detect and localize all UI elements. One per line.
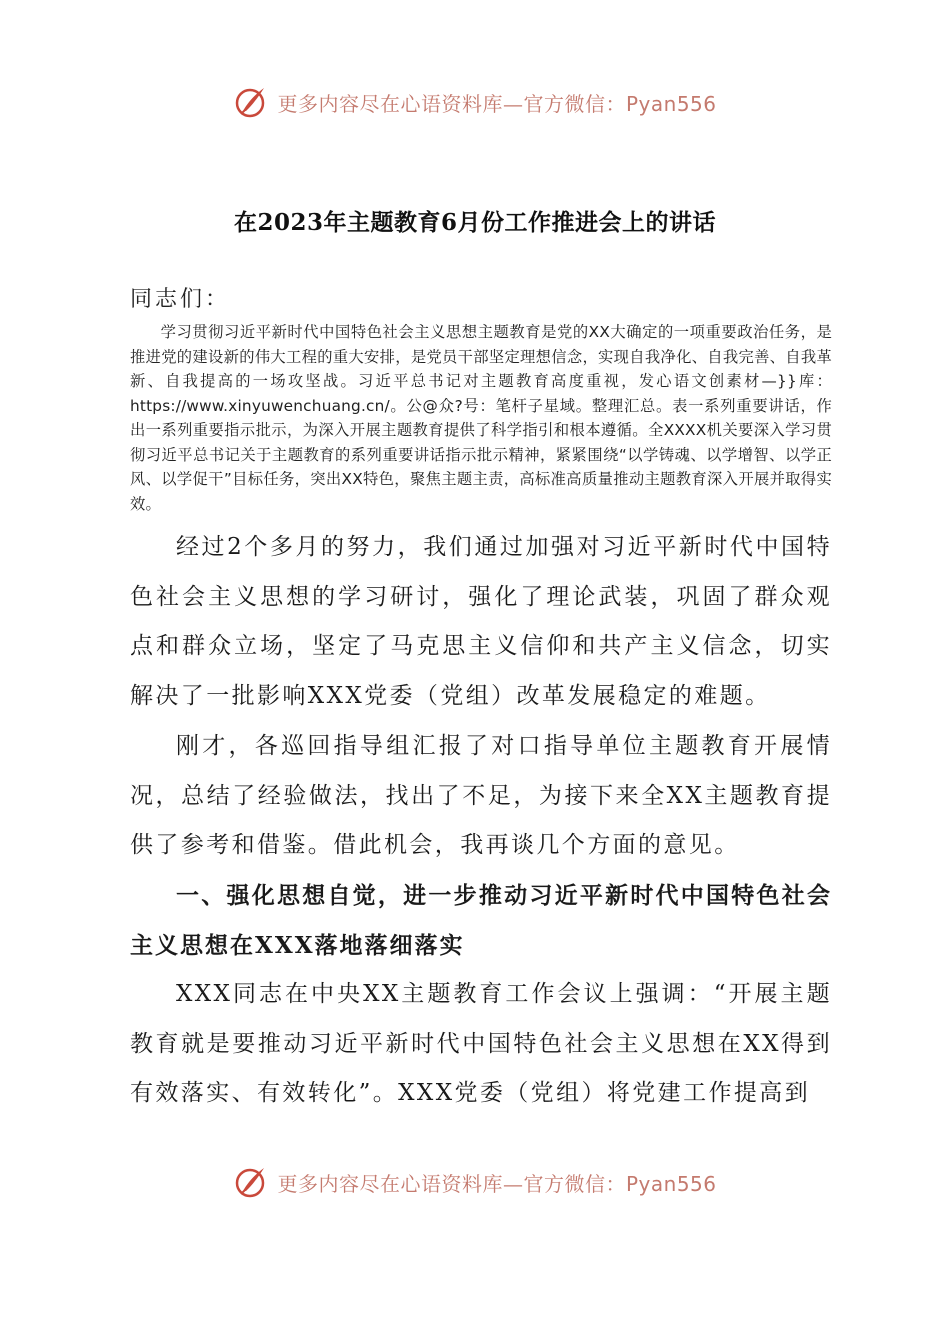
intro-paragraph: 学习贯彻习近平新时代中国特色社会主义思想主题教育是党的XX大确定的一项重要政治任务，是推进党的建设新的伟大工程的重大安排，是党员干部坚定理想信念，实现自我净化、自我完善、自我革新、自我提高的一场攻坚战。习近平总书记对主题教育高度重视，发心语文创素材—}}库：https://www.xinyuwenchuang.cn/。公@众?号：笔杆子星域。整理汇总。表一系列重要讲话，作出一系列重要指示批示，为深入开展主题教育提供了科学指引和根本遵循。全XXXX机关要深入学习贯彻习近平总书记关于主题教育的系列重要讲话指示批示精神，紧紧围绕“以学铸魂、以学增智、以学正风、以学促干”目标任务，突出XX特色，聚焦主题主责，高标准高质量推动主题教育深入开展并取得实效。 [130, 323, 832, 513]
body-paragraph-2: 刚才，各巡回指导组汇报了对口指导单位主题教育开展情况，总结了经验做法，找出了不足，为接下来全XX主题教育提供了参考和借鉴。借此机会，我再谈几个方面的意见。 [130, 733, 832, 858]
section-heading-1: 一、强化思想自觉，进一步推动习近平新时代中国特色社会主义思想在XXX落地落细落实 [130, 882, 832, 959]
footer-wechat-id: Pyan556 [625, 1171, 717, 1196]
salutation: 同志们： [130, 287, 231, 312]
body-paragraph-1: 经过2个多月的努力，我们通过加强对习近平新时代中国特色社会主义思想的学习研讨，强化了理论武装，巩固了群众观点和群众立场，坚定了马克思主义信仰和共产主义信念，切实解决了一批影响XXX党委（党组）改革发展稳定的难题。 [130, 534, 832, 709]
quill-logo-icon [233, 84, 269, 120]
footer-banner [0, 1162, 950, 1202]
footer-banner-text: 更多内容尽在心语资料库—官方微信：Pyan556 [277, 1171, 717, 1196]
header-banner-text: 更多内容尽在心语资料库—官方微信：Pyan556 [277, 91, 717, 116]
quill-logo-icon [233, 1164, 269, 1200]
header-banner [0, 82, 950, 122]
document-title: 在2023年主题教育6月份工作推进会上的讲话 [233, 209, 717, 236]
body-paragraph-3: XXX同志在中央XX主题教育工作会议上强调：“开展主题教育就是要推动习近平新时代中国特色社会主义思想在XX得到有效落实、有效转化”。XXX党委（党组）将党建工作提高到 [130, 981, 832, 1106]
header-wechat-id: Pyan556 [625, 91, 717, 116]
